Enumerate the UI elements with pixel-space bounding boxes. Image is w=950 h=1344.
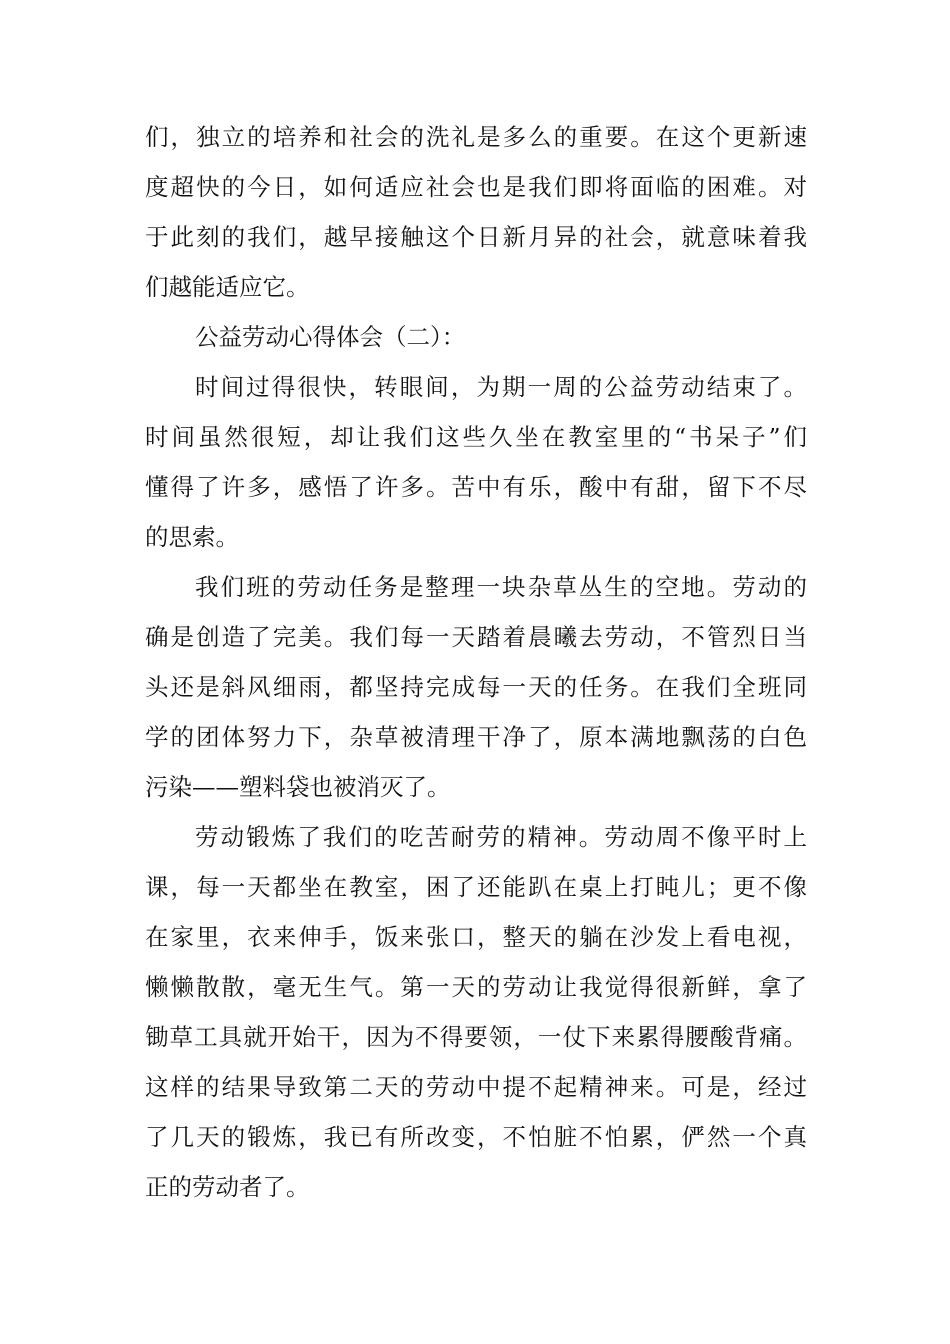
text-line: 们越能适应它。 bbox=[145, 273, 310, 301]
text-line: 于此刻的我们，越早接触这个日新月异的社会，就意味着我 bbox=[145, 223, 807, 251]
text-line: 的思索。 bbox=[145, 523, 239, 551]
text-line: 懂得了许多，感悟了许多。苦中有乐，酸中有甜，留下不尽 bbox=[145, 473, 807, 501]
document-body bbox=[145, 112, 807, 1212]
section-heading: 公益劳动心得体会（二）： bbox=[195, 323, 466, 351]
text-line: 锄草工具就开始干，因为不得要领，一仗下来累得腰酸背痛。 bbox=[145, 1023, 807, 1051]
text-line: 确是创造了完美。我们每一天踏着晨曦去劳动，不管烈日当 bbox=[145, 623, 807, 651]
text-line: 正的劳动者了。 bbox=[145, 1173, 310, 1201]
text-line: 懒懒散散，毫无生气。第一天的劳动让我觉得很新鲜，拿了 bbox=[145, 973, 807, 1001]
text-line: 我们班的劳动任务是整理一块杂草丛生的空地。劳动的 bbox=[195, 573, 807, 601]
text-line: 课，每一天都坐在教室，困了还能趴在桌上打盹儿；更不像 bbox=[145, 873, 807, 901]
text-line: 们，独立的培养和社会的洗礼是多么的重要。在这个更新速 bbox=[145, 123, 807, 151]
text-line: 学的团体努力下，杂草被清理干净了，原本满地飘荡的白色 bbox=[145, 723, 807, 751]
text-line: 了几天的锻炼，我已有所改变，不怕脏不怕累，俨然一个真 bbox=[145, 1123, 807, 1151]
text-line: 头还是斜风细雨，都坚持完成每一天的任务。在我们全班同 bbox=[145, 673, 807, 701]
text-line: 污染——塑料袋也被消灭了。 bbox=[145, 773, 451, 801]
text-line: 时间过得很快，转眼间，为期一周的公益劳动结束了。 bbox=[195, 373, 807, 401]
text-line: 这样的结果导致第二天的劳动中提不起精神来。可是，经过 bbox=[145, 1073, 807, 1101]
text-line: 时间虽然很短，却让我们这些久坐在教室里的“书呆子”们 bbox=[145, 423, 807, 451]
text-line: 劳动锻炼了我们的吃苦耐劳的精神。劳动周不像平时上 bbox=[195, 823, 807, 851]
text-line: 度超快的今日，如何适应社会也是我们即将面临的困难。对 bbox=[145, 173, 807, 201]
text-line: 在家里，衣来伸手，饭来张口，整天的躺在沙发上看电视， bbox=[145, 923, 807, 951]
